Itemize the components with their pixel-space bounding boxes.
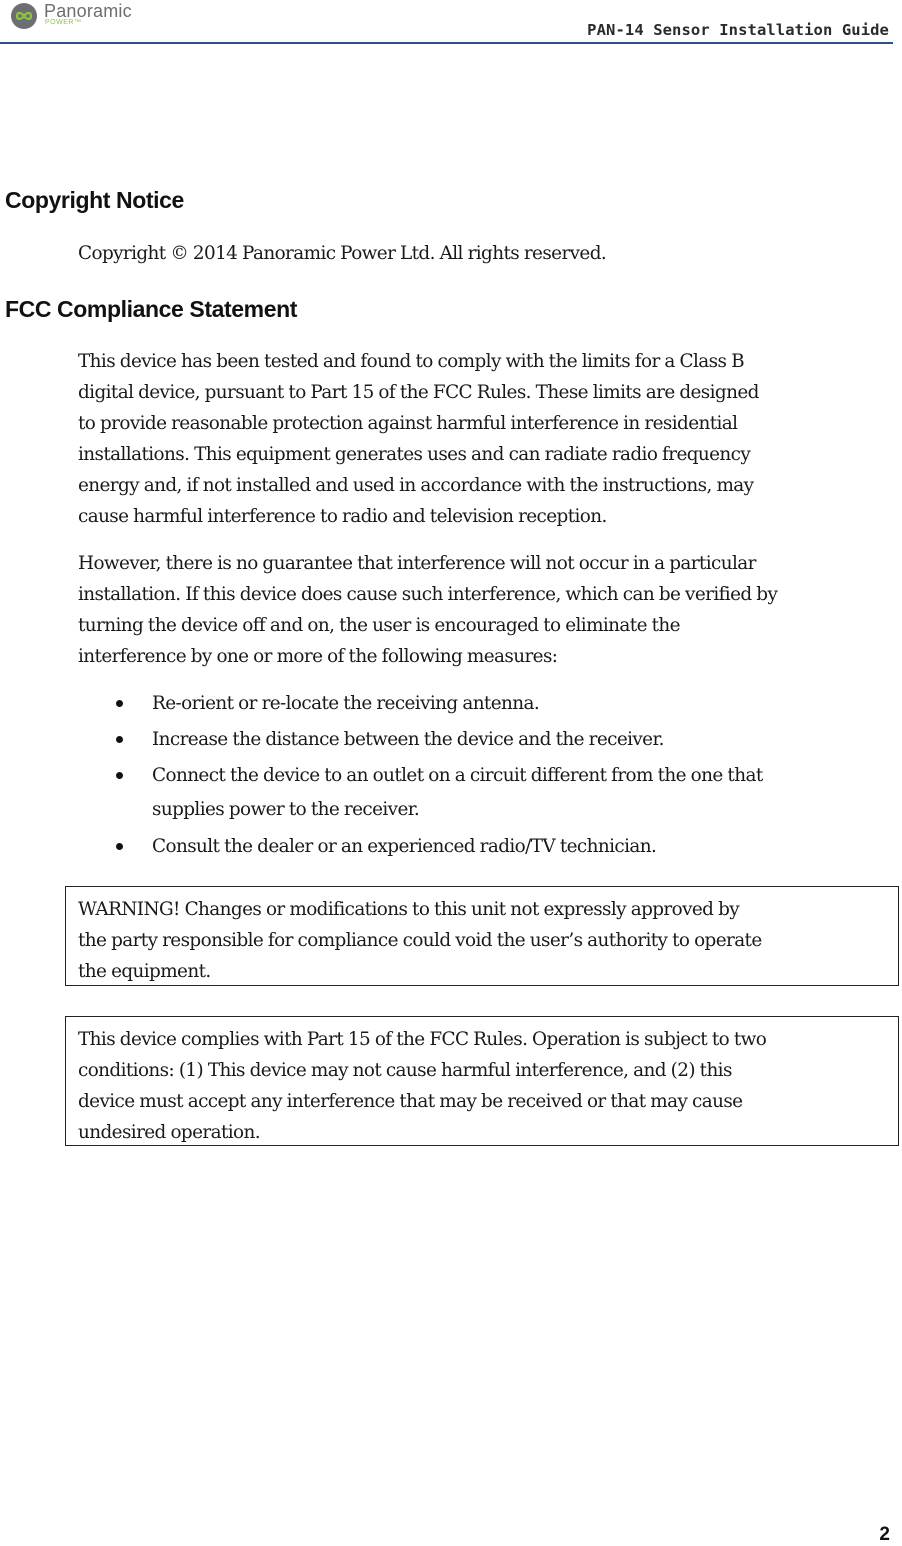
- list-item: [152, 831, 656, 862]
- paragraph-line: However, there is no guarantee that interference will not occur in a particular: [78, 553, 756, 574]
- paragraph-line: digital device, pursuant to Part 15 of the FCC Rules. These limits are designed: [78, 382, 759, 403]
- paragraph-line: turning the device off and on, the user is encouraged to eliminate the: [78, 615, 680, 636]
- bullet-icon: [116, 736, 123, 743]
- bullet-icon: [116, 843, 123, 850]
- copyright-heading: Copyright Notice: [5, 187, 184, 213]
- document-title: PAN-14 Sensor Installation Guide: [587, 21, 889, 39]
- bullet-icon: [116, 700, 123, 707]
- compliance-line: This device complies with Part 15 of the FCC Rules. Operation is subject to two: [78, 1029, 767, 1050]
- compliance-line: device must accept any interference that may be received or that may cause: [78, 1091, 743, 1112]
- copyright-line: Copyright © 2014 Panoramic Power Ltd. All rights reserved.: [78, 243, 607, 264]
- list-item-text: Consult the dealer or an experienced radio/TV technician.: [152, 836, 657, 857]
- compliance-line: conditions: (1) This device may not cause harmful interference, and (2) this: [78, 1060, 732, 1081]
- logo-wordmark: Panoramic: [44, 1, 132, 21]
- paragraph-line: to provide reasonable protection against harmful interference in residential: [78, 413, 738, 434]
- copyright-text: [78, 238, 606, 269]
- warning-line: the equipment.: [78, 961, 211, 982]
- warning-line: the party responsible for compliance could void the user’s authority to operate: [78, 930, 762, 951]
- paragraph-line: This device has been tested and found to comply with the limits for a Class B: [78, 351, 744, 372]
- paragraph-line: cause harmful interference to radio and television reception.: [78, 506, 607, 527]
- page-number: 2: [879, 1524, 890, 1545]
- list-item: [152, 760, 763, 791]
- warning-line: WARNING! Changes or modifications to this unit not expressly approved by: [78, 899, 740, 920]
- paragraph-line: installations. This equipment generates uses and can radiate radio frequency: [78, 444, 751, 465]
- list-item: [152, 688, 539, 719]
- list-item: [152, 724, 664, 755]
- fcc-paragraph-1: [78, 346, 759, 532]
- logo-mark-icon: [10, 2, 42, 32]
- paragraph-line: installation. If this device does cause such interference, which can be verified by: [78, 584, 778, 605]
- paragraph-line: interference by one or more of the following measures:: [78, 646, 558, 667]
- list-item-text: Increase the distance between the device and the receiver.: [152, 729, 664, 750]
- fcc-paragraph-2: [78, 548, 777, 672]
- bullet-icon: [116, 772, 123, 779]
- panoramic-power-logo: [10, 2, 150, 32]
- list-item-continuation: [152, 794, 419, 825]
- warning-box: [65, 886, 899, 986]
- compliance-line: undesired operation.: [78, 1122, 260, 1143]
- paragraph-line: energy and, if not installed and used in accordance with the instructions, may: [78, 475, 754, 496]
- compliance-box: [65, 1016, 899, 1146]
- list-item-text: Connect the device to an outlet on a circuit different from the one that: [152, 765, 763, 786]
- list-item-text: supplies power to the receiver.: [152, 799, 420, 820]
- page-header: [0, 0, 902, 44]
- header-divider: [0, 42, 893, 44]
- list-item-text: Re-orient or re-locate the receiving antenna.: [152, 693, 540, 714]
- logo-subtitle: POWER™: [45, 19, 82, 26]
- fcc-heading: FCC Compliance Statement: [5, 296, 298, 322]
